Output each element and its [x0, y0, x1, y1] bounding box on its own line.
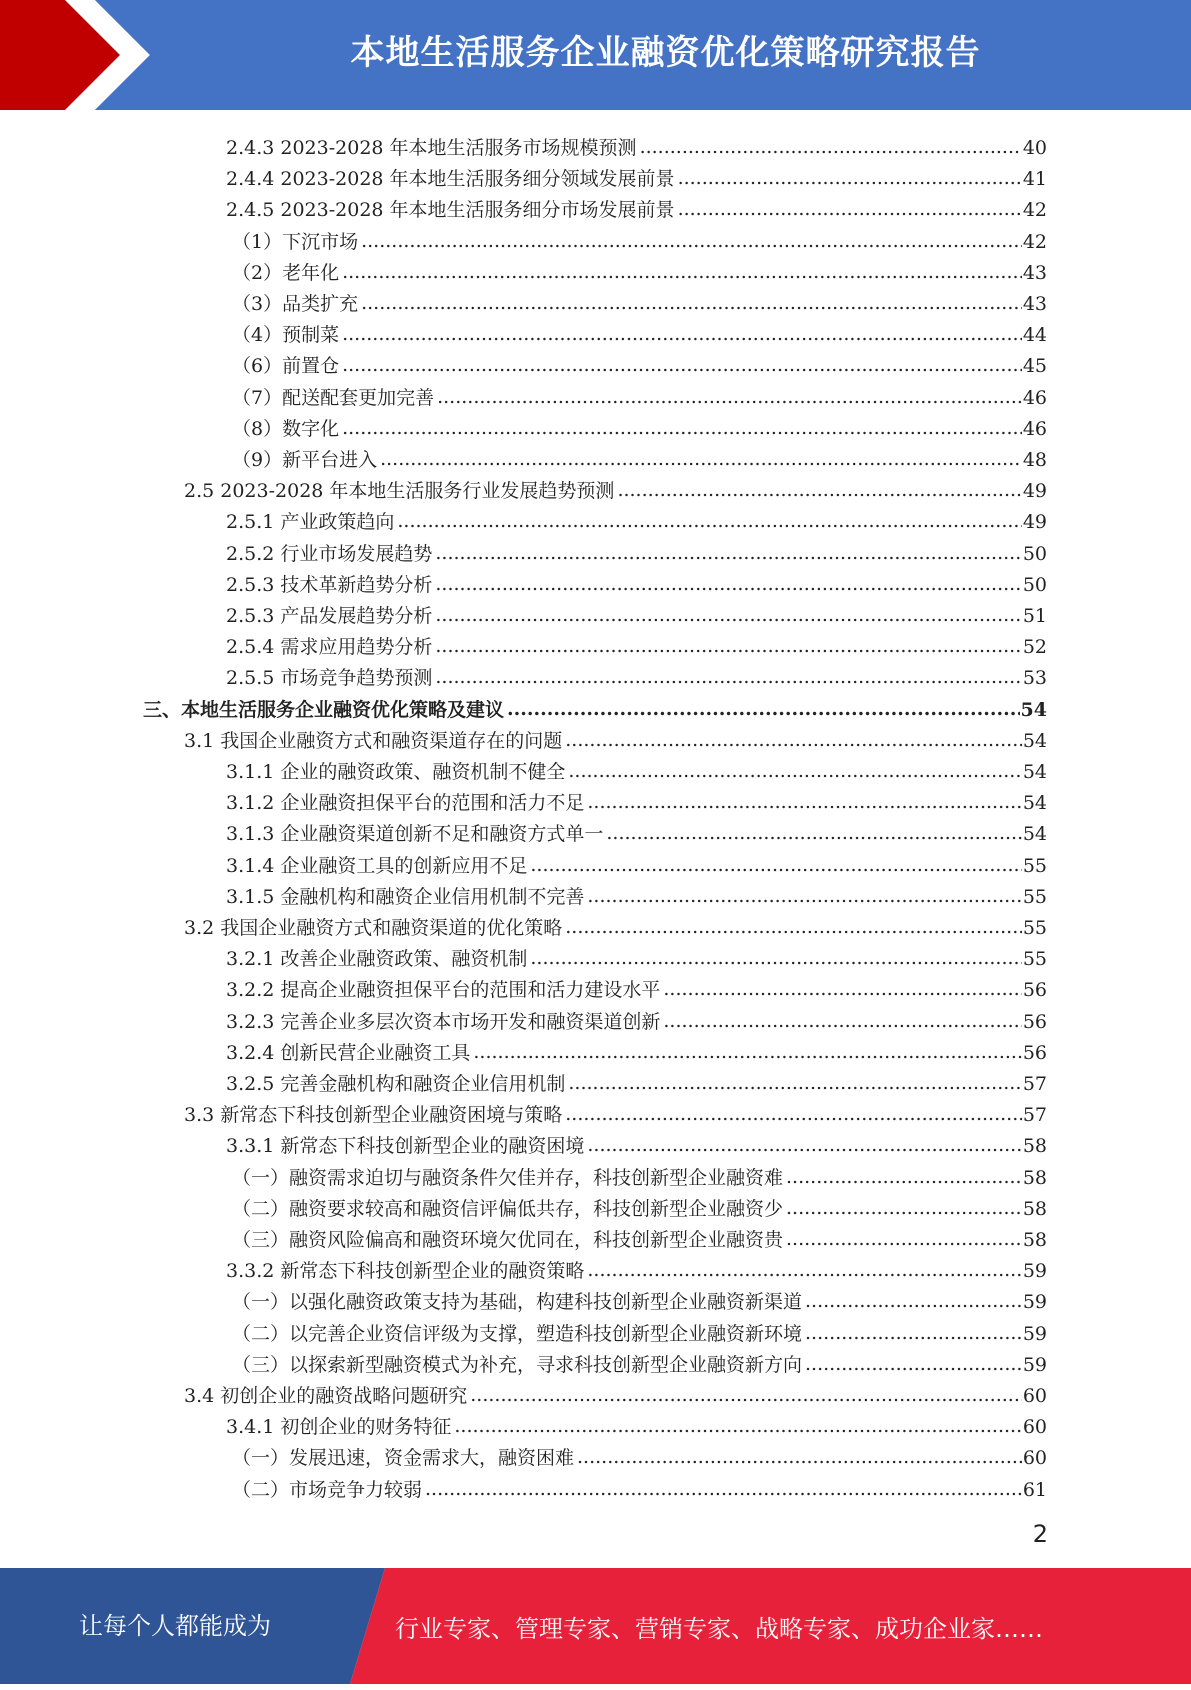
toc-entry[interactable]	[226, 596, 1047, 627]
toc-entry[interactable]	[184, 721, 1047, 752]
toc-entry-page: 57	[1022, 1104, 1047, 1127]
toc-entry[interactable]	[226, 1407, 1047, 1438]
toc-entry[interactable]	[226, 502, 1047, 533]
toc-entry[interactable]	[232, 1282, 1047, 1313]
toc-entry-page: 41	[1022, 168, 1047, 191]
toc-entry[interactable]	[226, 1002, 1047, 1033]
toc-dot-leader	[786, 1166, 1022, 1188]
toc-entry[interactable]	[226, 939, 1047, 970]
toc-dot-leader	[342, 261, 1022, 283]
toc-entry-title: 2.5 2023-2028 年本地生活服务行业发展趋势预测	[184, 480, 615, 503]
toc-entry[interactable]	[226, 1126, 1047, 1157]
toc-entry[interactable]	[232, 222, 1047, 253]
toc-entry[interactable]	[232, 1345, 1047, 1376]
toc-entry[interactable]	[184, 1376, 1047, 1407]
toc-dot-leader	[565, 729, 1022, 751]
toc-entry[interactable]	[226, 128, 1047, 159]
toc-entry-title: 3.4 初创企业的融资战略问题研究	[184, 1385, 468, 1407]
toc-entry-page: 60	[1022, 1385, 1047, 1407]
toc-entry[interactable]	[232, 378, 1047, 409]
toc-entry-title: 3.1.3 企业融资渠道创新不足和融资方式单一	[226, 823, 604, 846]
toc-entry-title: （2）老年化	[232, 261, 340, 284]
toc-entry-page: 55	[1022, 885, 1047, 908]
toc-entry-page: 56	[1022, 1010, 1047, 1033]
toc-entry[interactable]	[232, 315, 1047, 346]
toc-entry-title: （一）发展迅速，资金需求大，融资困难	[232, 1447, 575, 1470]
toc-dot-leader	[663, 1010, 1021, 1032]
toc-entry[interactable]	[226, 658, 1047, 689]
toc-dot-leader	[435, 604, 1021, 626]
toc-entry-page: 55	[1022, 917, 1047, 939]
toc-dot-leader	[342, 323, 1022, 345]
toc-dot-leader	[577, 1446, 1022, 1468]
toc-entry-title: （二）以完善企业资信评级为支撑，塑造科技创新型企业融资新环境	[232, 1322, 803, 1345]
toc-entry[interactable]	[232, 440, 1047, 471]
toc-entry-page: 59	[1022, 1353, 1047, 1376]
toc-entry[interactable]	[232, 1189, 1047, 1220]
toc-entry-page: 59	[1022, 1260, 1047, 1283]
toc-dot-leader	[435, 573, 1021, 595]
toc-dot-leader	[342, 354, 1022, 376]
toc-entry[interactable]	[226, 1064, 1047, 1095]
toc-entry-title: （三）以探索新型融资模式为补充，寻求科技创新型企业融资新方向	[232, 1353, 803, 1376]
toc-entry-title: 3.2.3 完善企业多层次资本市场开发和融资渠道创新	[226, 1010, 661, 1033]
toc-entry-title: 3.1.5 金融机构和融资企业信用机制不完善	[226, 885, 585, 908]
toc-entry-title: 3.4.1 初创企业的财务特征	[226, 1416, 452, 1439]
toc-entry[interactable]	[226, 159, 1047, 190]
toc-dot-leader	[530, 947, 1021, 969]
toc-dot-leader	[805, 1353, 1022, 1375]
toc-entry-title: 3.3.1 新常态下科技创新型企业的融资困境	[226, 1135, 585, 1158]
toc-entry-title: 2.4.4 2023-2028 年本地生活服务细分领域发展前景	[226, 168, 675, 191]
toc-entry-page: 58	[1022, 1197, 1047, 1220]
toc-entry-page: 54	[1022, 792, 1047, 815]
toc-dot-leader	[361, 292, 1022, 314]
toc-entry[interactable]	[232, 1438, 1047, 1469]
toc-entry-page: 54	[1022, 823, 1047, 846]
toc-entry-title: 3.1.2 企业融资担保平台的范围和活力不足	[226, 792, 585, 815]
toc-entry-page: 42	[1022, 199, 1047, 222]
toc-entry[interactable]	[184, 471, 1047, 502]
toc-entry-page: 55	[1022, 854, 1047, 877]
toc-entry[interactable]	[232, 1158, 1047, 1189]
toc-entry-title: 2.5.3 产品发展趋势分析	[226, 605, 433, 627]
toc-entry-title: （一）融资需求迫切与融资条件欠佳并存，科技创新型企业融资难	[232, 1166, 784, 1189]
toc-dot-leader	[530, 854, 1021, 876]
toc-entry-title: 3.1.1 企业的融资政策、融资机制不健全	[226, 761, 566, 783]
toc-entry-page: 48	[1022, 449, 1047, 471]
toc-entry-page: 60	[1022, 1416, 1047, 1439]
toc-dot-leader	[361, 230, 1022, 252]
toc-entry-title: （9）新平台进入	[232, 449, 378, 471]
toc-entry[interactable]	[226, 814, 1047, 845]
toc-entry-page: 50	[1022, 542, 1047, 565]
toc-entry-page: 49	[1022, 480, 1047, 503]
toc-entry-title: 3.3 新常态下科技创新型企业融资困境与策略	[184, 1104, 563, 1127]
toc-entry[interactable]	[226, 752, 1047, 783]
toc-dot-leader	[805, 1290, 1022, 1312]
toc-entry-page: 56	[1022, 979, 1047, 1002]
toc-dot-leader	[380, 448, 1022, 470]
toc-dot-leader	[587, 1134, 1021, 1156]
toc-entry-page: 54	[1022, 761, 1047, 783]
toc-entry-title: 2.5.2 行业市场发展趋势	[226, 542, 433, 565]
toc-entry-page: 60	[1022, 1447, 1047, 1470]
toc-entry-title: （7）配送配套更加完善	[232, 386, 435, 409]
toc-dot-leader	[663, 978, 1021, 1000]
toc-entry-title: （1）下沉市场	[232, 230, 359, 253]
toc-entry-page: 42	[1022, 230, 1047, 253]
toc-entry[interactable]	[226, 1251, 1047, 1282]
toc-entry-title: 3.2.2 提高企业融资担保平台的范围和活力建设水平	[226, 979, 661, 1002]
toc-entry-page: 45	[1022, 355, 1047, 378]
toc-entry[interactable]	[232, 253, 1047, 284]
toc-entry-title: 2.5.3 技术革新趋势分析	[226, 573, 433, 596]
toc-dot-leader	[437, 386, 1022, 408]
toc-dot-leader	[678, 198, 1022, 220]
toc-dot-leader	[617, 479, 1021, 501]
toc-dot-leader	[587, 1259, 1021, 1281]
toc-entry-page: 53	[1022, 667, 1047, 690]
toc-entry-title: 3.1.4 企业融资工具的创新应用不足	[226, 854, 528, 877]
toc-entry[interactable]	[226, 565, 1047, 596]
toc-entry[interactable]	[232, 284, 1047, 315]
toc-entry[interactable]	[184, 908, 1047, 939]
toc-entry-title: 2.5.5 市场竞争趋势预测	[226, 667, 433, 690]
toc-entry-title: （3）品类扩充	[232, 293, 359, 315]
footer-slogan-left: 让每个人都能成为	[79, 1612, 271, 1640]
toc-dot-leader	[470, 1384, 1022, 1406]
toc-entry[interactable]	[226, 877, 1047, 908]
toc-dot-leader	[397, 510, 1021, 532]
footer-slogan-right: 行业专家、管理专家、营销专家、战略专家、成功企业家……	[395, 1615, 1043, 1643]
toc-entry-page: 56	[1022, 1041, 1047, 1064]
toc-entry-title: 2.5.1 产业政策趋向	[226, 511, 395, 534]
toc-entry-title: （三）融资风险偏高和融资环境欠优同在，科技创新型企业融资贵	[232, 1229, 784, 1251]
toc-entry-title: （一）以强化融资政策支持为基础，构建科技创新型企业融资新渠道	[232, 1291, 803, 1314]
toc-entry-title: 3.2.4 创新民营企业融资工具	[226, 1041, 471, 1064]
toc-entry[interactable]	[232, 1470, 1047, 1501]
toc-entry-page: 40	[1022, 137, 1047, 159]
toc-dot-leader	[473, 1041, 1021, 1063]
toc-entry-page: 43	[1022, 261, 1047, 284]
toc-dot-leader	[587, 885, 1021, 907]
toc-entry[interactable]	[226, 627, 1047, 658]
toc-entry-title: 2.4.3 2023-2028 年本地生活服务市场规模预测	[226, 137, 637, 159]
toc-dot-leader	[587, 791, 1021, 813]
toc-dot-leader	[786, 1197, 1022, 1219]
toc-entry[interactable]	[226, 783, 1047, 814]
toc-entry-title: 2.4.5 2023-2028 年本地生活服务细分市场发展前景	[226, 199, 675, 222]
footer-banner	[0, 1568, 1191, 1684]
toc-entry[interactable]	[143, 690, 1047, 721]
toc-entry[interactable]	[184, 1095, 1047, 1126]
toc-entry-page: 52	[1022, 636, 1047, 659]
toc-entry-page: 46	[1022, 417, 1047, 440]
toc-dot-leader	[565, 1103, 1022, 1125]
toc-entry-title: 三、本地生活服务企业融资优化策略及建议	[143, 698, 505, 721]
toc-entry-title: 3.1 我国企业融资方式和融资渠道存在的问题	[184, 729, 563, 752]
toc-entry[interactable]	[232, 1314, 1047, 1345]
toc-entry-page: 49	[1022, 511, 1047, 534]
toc-entry-title: （4）预制菜	[232, 324, 340, 347]
toc-entry[interactable]	[232, 346, 1047, 377]
toc-dot-leader	[425, 1478, 1022, 1500]
toc-entry-page: 43	[1022, 293, 1047, 315]
toc-entry-page: 46	[1022, 386, 1047, 409]
toc-entry-page: 51	[1022, 605, 1047, 627]
toc-entry-page: 57	[1022, 1073, 1047, 1095]
toc-entry-title: （6）前置仓	[232, 355, 340, 378]
toc-entry[interactable]	[226, 190, 1047, 221]
toc-dot-leader	[435, 542, 1021, 564]
toc-dot-leader	[568, 760, 1021, 782]
toc-dot-leader	[507, 698, 1020, 720]
toc-entry-title: 3.3.2 新常态下科技创新型企业的融资策略	[226, 1260, 585, 1283]
toc-entry-page: 58	[1022, 1229, 1047, 1251]
toc-dot-leader	[606, 822, 1021, 844]
toc-entry-title: 3.2.1 改善企业融资政策、融资机制	[226, 948, 528, 971]
toc-entry-page: 58	[1022, 1166, 1047, 1189]
toc-dot-leader	[454, 1415, 1021, 1437]
toc-entry-page: 59	[1022, 1291, 1047, 1314]
toc-dot-leader	[678, 167, 1022, 189]
toc-entry[interactable]	[226, 846, 1047, 877]
toc-dot-leader	[640, 136, 1022, 158]
toc-dot-leader	[435, 666, 1021, 688]
toc-dot-leader	[342, 417, 1022, 439]
toc-entry-title: 3.2.5 完善金融机构和融资企业信用机制	[226, 1073, 566, 1095]
toc-entry-page: 54	[1022, 729, 1047, 752]
toc-entry[interactable]	[226, 534, 1047, 565]
toc-dot-leader	[435, 635, 1021, 657]
toc-entry-page: 55	[1022, 948, 1047, 971]
toc-entry[interactable]	[232, 1220, 1047, 1251]
toc-entry-page: 50	[1022, 573, 1047, 596]
toc-entry-title: （二）市场竞争力较弱	[232, 1478, 423, 1501]
toc-entry-title: 2.5.4 需求应用趋势分析	[226, 636, 433, 659]
toc-dot-leader	[565, 916, 1022, 938]
toc-dot-leader	[805, 1322, 1022, 1344]
toc-dot-leader	[568, 1072, 1021, 1094]
toc-entry[interactable]	[232, 409, 1047, 440]
header-banner	[0, 0, 1191, 110]
toc-entry-title: 3.2 我国企业融资方式和融资渠道的优化策略	[184, 917, 563, 939]
toc-entry-title: （二）融资要求较高和融资信评偏低共存，科技创新型企业融资少	[232, 1197, 784, 1220]
toc-entry-page: 61	[1022, 1478, 1047, 1501]
document-title: 本地生活服务企业融资优化策略研究报告	[350, 33, 981, 73]
toc-entry-page: 59	[1022, 1322, 1047, 1345]
toc-entry-page: 44	[1022, 324, 1047, 347]
toc-entry[interactable]	[226, 970, 1047, 1001]
toc-dot-leader	[786, 1228, 1022, 1250]
toc-entry-title: （8）数字化	[232, 417, 340, 440]
toc-entry[interactable]	[226, 1033, 1047, 1064]
toc-entry-page: 54	[1020, 698, 1047, 721]
toc-entry-page: 58	[1022, 1135, 1047, 1158]
page-number: 2	[1032, 1520, 1048, 1548]
